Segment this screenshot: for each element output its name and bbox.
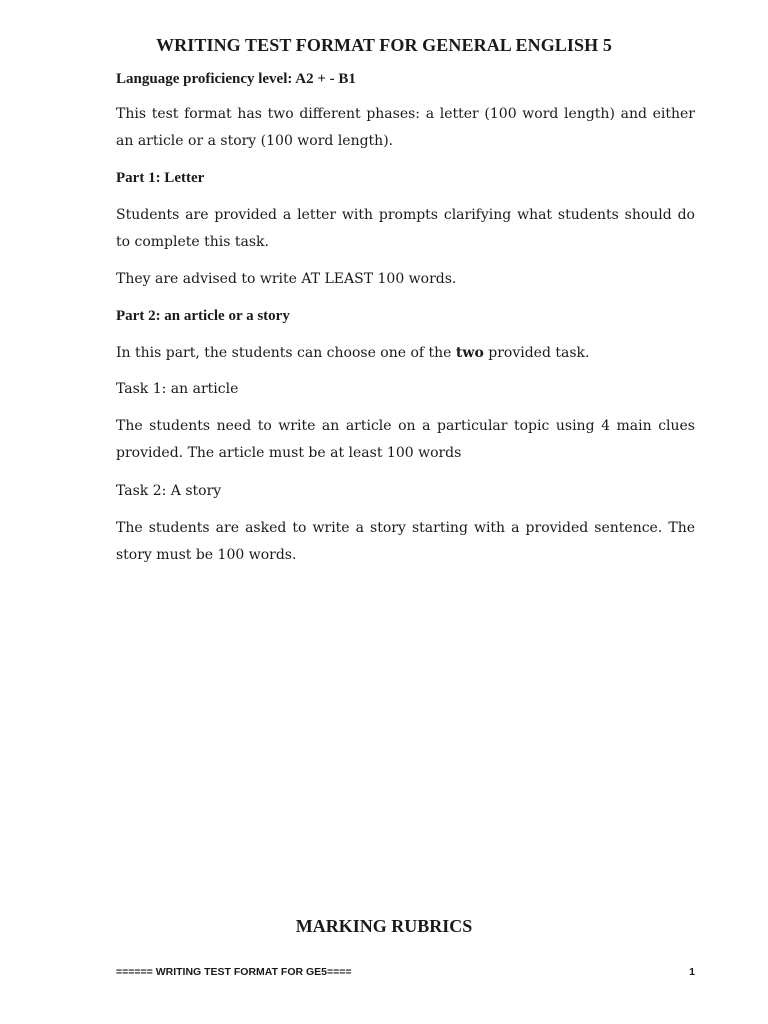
page-number: 1 bbox=[689, 966, 695, 978]
task1-paragraph: The students need to write an article on a particular topic using 4 main clues provided. The article must be at least 100 words bbox=[116, 418, 695, 461]
choice-text-bold: two bbox=[455, 345, 484, 361]
part2-heading: Part 2: an article or a story bbox=[116, 308, 290, 324]
part1-advice: They are advised to write AT LEAST 100 words. bbox=[116, 271, 457, 287]
part1-heading: Part 1: Letter bbox=[116, 170, 205, 186]
document-title: WRITING TEST FORMAT FOR GENERAL ENGLISH 5 bbox=[156, 35, 612, 55]
part1-paragraph: Students are provided a letter with prompts clarifying what students should do to complete this task. bbox=[116, 207, 695, 250]
level-heading: Language proficiency level: A2 + - B1 bbox=[116, 71, 356, 87]
part2-choice-line bbox=[116, 340, 695, 367]
choice-text-after: provided task. bbox=[483, 345, 590, 361]
task2-label: Task 2: A story bbox=[116, 483, 222, 499]
task2-paragraph: The students are asked to write a story starting with a provided sentence. The story must be 100 words. bbox=[116, 520, 695, 563]
footer-text: ====== WRITING TEST FORMAT FOR GE5==== bbox=[116, 966, 352, 978]
intro-paragraph: This test format has two different phases: a letter (100 word length) and either an article or a story (100 word length). bbox=[116, 106, 695, 149]
task1-label: Task 1: an article bbox=[116, 381, 239, 397]
marking-rubrics-heading: MARKING RUBRICS bbox=[295, 916, 473, 936]
choice-text-before: In this part, the students can choose one of the bbox=[116, 345, 456, 361]
